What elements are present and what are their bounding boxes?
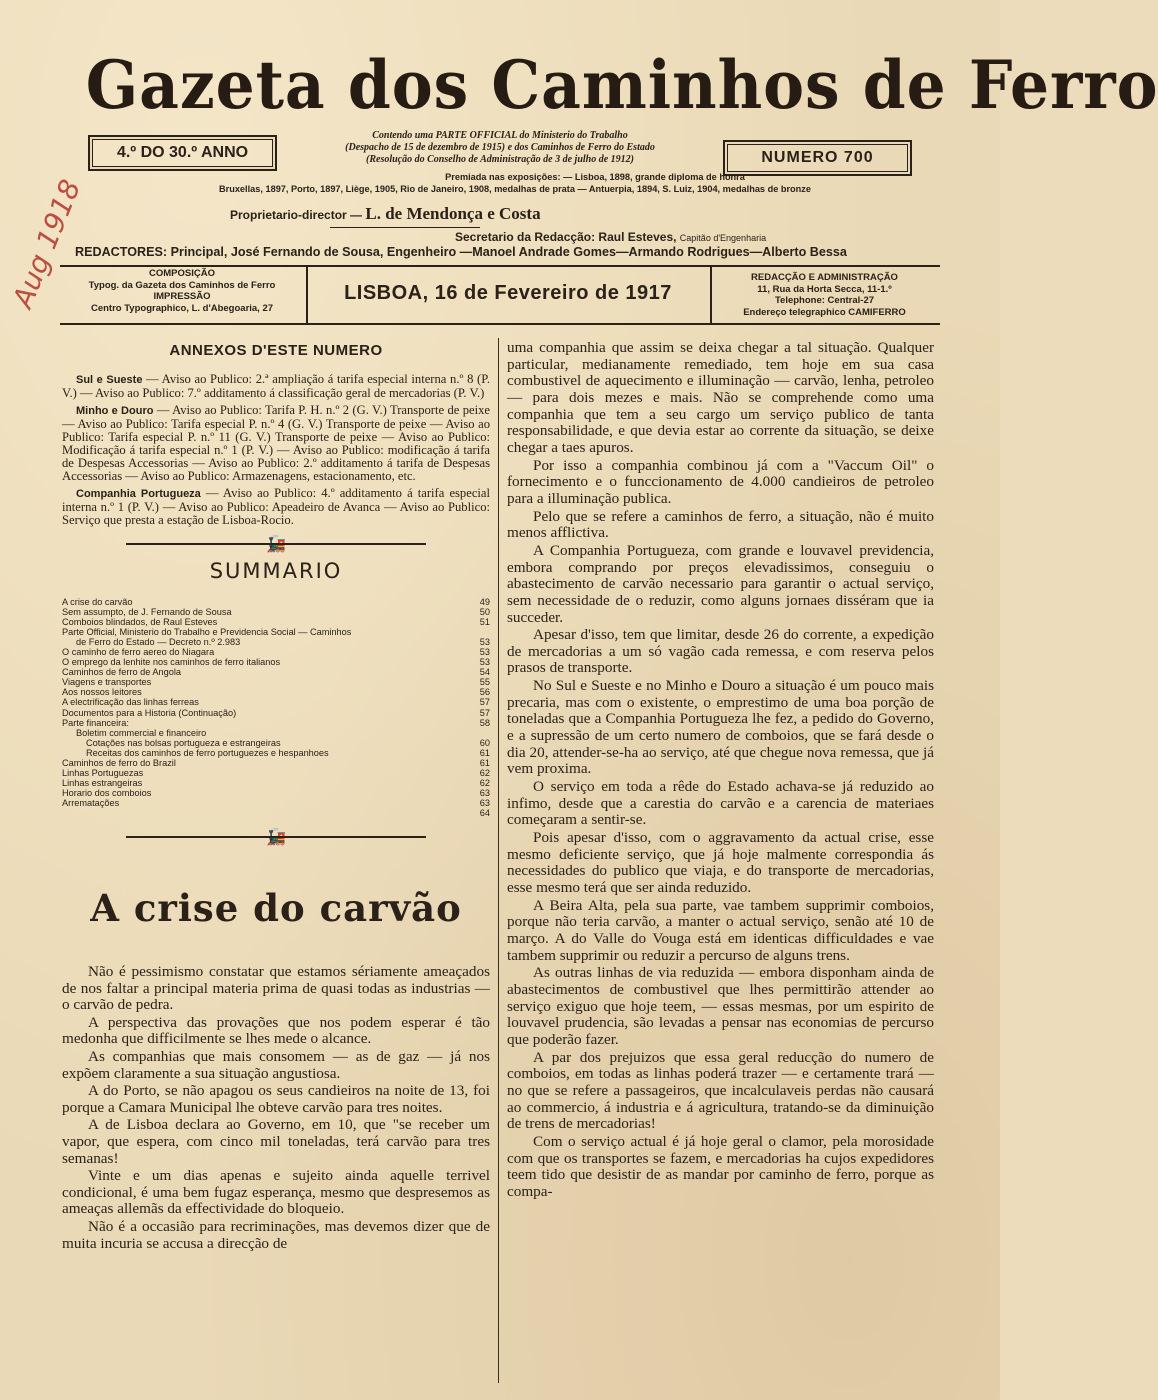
summary-entry-title: A electrificação das linhas ferreas	[62, 697, 199, 708]
summary-entry-title: Sem assumpto, de J. Fernando de Sousa	[62, 607, 232, 618]
proprietor-name: L. de Mendonça e Costa	[365, 204, 541, 223]
dateline: LISBOA, 16 de Fevereiro de 1917	[344, 282, 672, 304]
office-label: REDACÇÃO E ADMINISTRAÇÃO	[751, 272, 898, 283]
summary-entry	[62, 748, 490, 758]
summary-entry-page: 53	[479, 647, 490, 658]
summary-entry-title: Receitas dos caminhos de ferro portuguezes e hespanhoes	[86, 747, 329, 758]
summary-entry-page	[486, 627, 490, 637]
summary-entry	[62, 607, 490, 617]
article-paragraph: A de Lisboa declara ao Governo, em 10, que "se receber um vapor, que espera, com cinco mil toneladas, terá carvão para tres semanas!	[62, 1116, 490, 1167]
article-paragraph: A Companhia Portugueza, com grande e louvavel previdencia, embora comprando por preços elevadissimos, conseguiu o abastecimento de carvão necessario para garantir o actual serviço, sem necessidade de o reduzir, como alguns jornaes disséram que ia succeder.	[507, 541, 934, 626]
summary-entry-title: A crise do carvão	[62, 597, 133, 607]
summary-entry-page: 61	[479, 757, 490, 768]
secretary-line	[455, 230, 945, 244]
train-ornament	[62, 826, 490, 848]
summary-entry-page: 63	[479, 787, 490, 798]
article-body-left	[62, 964, 490, 1252]
article-paragraph: A Beira Alta, pela sua parte, vae tambem supprimir comboios, porque não teria carvão, a manter o actual serviço, senão até 10 de março. A do Valle do Vouga está em identicas difficuldades e vae tambem supprimir ou reduzir a percurso de alguns trens.	[507, 896, 934, 964]
divider	[330, 227, 480, 228]
summary-entry	[62, 687, 490, 697]
article-paragraph: Pois apesar d'isso, com o aggravamento da actual crise, esse mesmo deficiente serviço, que já hoje malmente correspondia ás necessidades do publico que viaja, e do transporte de mercadorias, esse mesmo terá que ser ainda reduzido.	[507, 829, 934, 896]
article-body-right	[507, 340, 934, 1200]
summary-entry	[62, 808, 490, 818]
composition-label: COMPOSIÇÃO	[149, 268, 215, 279]
right-column	[507, 340, 934, 1201]
summary-entry-title: Parte Official, Ministerio do Trabalho e Previdencia Social — Caminhos	[62, 627, 352, 638]
summary-entry-title: Documentos para a Historia (Continuação)	[62, 707, 237, 718]
summary-entry	[62, 708, 490, 718]
annex-text: — Aviso ao Publico: Tarifa P. H. n.º 2 (G. V.) Transporte de peixe — Aviso ao Publico: Tarifa especial P. n.º 4 (G. V.) Transporte de peixe — Aviso ao Publico: Tarifa especial P. n.º 11 (G. V.) Transporte de peixe — Aviso ao Publico: Modificação á tarifa especial n.º 1 (P. V.) — Aviso ao Publico: modificação á tarifa de Despesas Accessorias — Aviso ao Publico: 2.º additamento á tarifa de Despesas Accessorias — Aviso ao Publico: Armazenagens, estacionamento, etc.	[62, 403, 490, 483]
article-paragraph: Com o serviço actual é já hoje geral o clamor, pela morosidade com que os transportes se fazem, e mercadorias ha cujos expedidores teem tido que desistir de as mandar por caminho de ferro, porque as compa-	[507, 1132, 934, 1200]
contents-note-line: (Resolução do Conselho de Administração de 3 de julho de 1912)	[366, 154, 634, 165]
composition-info	[62, 268, 302, 314]
printing-label: IMPRESSÃO	[153, 291, 211, 302]
summary-entry	[62, 768, 490, 778]
article-title: A crise do carvão	[90, 886, 462, 931]
summary-entry	[62, 788, 490, 798]
summary-entry	[62, 738, 490, 748]
summary-entry-page: 63	[479, 797, 490, 808]
redactors-label: REDACTORES:	[75, 245, 168, 259]
train-ornament	[62, 533, 490, 555]
redactors-line	[75, 245, 935, 259]
article-paragraph: As companhias que mais consomem — as de gaz — já nos expõem claramente a sua situação angustiosa.	[62, 1048, 490, 1082]
article-paragraph: A perspectiva das provações que nos podem esperar é tão medonha que difficilmente se lhes mede o alcance.	[62, 1013, 490, 1048]
summary-title: SUMMARIO	[209, 559, 343, 583]
secretary-label: Secretario da Redacção:	[455, 230, 596, 244]
summary-entry	[62, 657, 490, 667]
column-divider	[498, 338, 499, 1383]
summary-entry-page: 50	[479, 607, 490, 618]
header-rule-top	[60, 265, 940, 267]
article-paragraph: O serviço em toda a rêde do Estado achava-se já reduzido ao infimo, desde que a carestia do carvão e a carencia de materiaes começaram a sentir-se.	[507, 778, 934, 829]
awards-note	[110, 171, 920, 195]
issue-number-box: NUMERO 700	[723, 140, 912, 176]
proprietor-label: Proprietario-director —	[230, 208, 363, 222]
annex-text: — Aviso ao Publico: 2.ª ampliação á tarifa especial interna n.º 8 (P. V.) — Aviso ao Publico: 7.º additamento á classificação geral de mercadorias (P. V.)	[62, 372, 490, 400]
printing-address: Centro Typographico, L. d'Abegoaria, 27	[90, 302, 274, 314]
annex-company: Minho e Douro	[76, 405, 154, 417]
editorial-office-info	[712, 272, 937, 318]
article-paragraph: Pelo que se refere a caminhos de ferro, a situação, não é muito menos afflictiva.	[507, 507, 934, 542]
summary-entry-title: Linhas estrangeiras	[62, 777, 143, 788]
summary-entry	[62, 798, 490, 808]
summary-entry-page: 60	[479, 737, 490, 748]
left-column	[62, 340, 490, 1253]
summary-entry-page: 57	[479, 707, 490, 718]
summary-entry-title: Viagens e transportes	[62, 677, 152, 688]
summary-entry	[62, 718, 490, 728]
summary-entry-title: Parte financeira:	[62, 717, 129, 728]
summary-entry-page: 58	[479, 717, 490, 728]
summary-entry-page: 61	[479, 747, 490, 758]
annex-company: Companhia Portugueza	[76, 488, 201, 500]
edition-box: 4.º DO 30.º ANNO	[88, 135, 277, 171]
article-paragraph: Não é a occasião para recriminações, mas devemos dizer que de muita incuria se accusa a direcção de	[62, 1217, 490, 1252]
ornament-line	[126, 836, 276, 838]
summary-entry-page: 64	[479, 807, 490, 818]
annex-item	[62, 404, 490, 483]
summary-entry-page: 56	[479, 687, 490, 698]
summary-entry-page: 54	[479, 667, 490, 678]
train-icon: 🚂	[266, 534, 286, 553]
official-contents-note	[285, 130, 715, 166]
summary-entry-title: O caminho de ferro aereo do Niagara	[62, 647, 215, 658]
office-address: 11, Rua da Horta Secca, 11-1.º	[757, 283, 892, 295]
summary-entry-title: Boletim commercial e financeiro	[76, 727, 207, 738]
summary-entry	[62, 677, 490, 687]
composition-typography: Typog. da Gazeta dos Caminhos de Ferro	[88, 279, 276, 291]
article-paragraph: Por isso a companhia combinou já com a "Vaccum Oil" o fornecimento e o funccionamento de 4.000 candieiros de petroleo para a illuminação publica.	[507, 456, 934, 507]
article-paragraph: Apesar d'isso, tem que limitar, desde 26 do corrente, a expedição de mercadorias a um só vagão cada remessa, e com reserva pelos prasos de transporte.	[507, 626, 934, 677]
handwritten-stamp: Aug 1918	[6, 174, 88, 313]
summary-entry	[62, 667, 490, 677]
article-paragraph: Vinte e um dias apenas e sujeito ainda aquelle terrivel condicional, é uma bem fugaz esperança, mesmo que despresemos as ameaças allemãs da effectividade do bloqueio.	[62, 1167, 490, 1218]
article-paragraph: A do Porto, se não apagou os seus candieiros na noite de 13, foi porque a Camara Municipal lhe obteve carvão para tres noites.	[62, 1082, 490, 1116]
summary-entry	[62, 697, 490, 707]
proprietor-line	[230, 204, 730, 224]
annex-company: Sul e Sueste	[76, 374, 143, 386]
contents-note-line: (Despacho de 15 de dezembro de 1915) e dos Caminhos de Ferro do Estado	[345, 142, 655, 153]
summary-entry	[62, 617, 490, 627]
awards-line: Bruxellas, 1897, Porto, 1897, Liège, 1905, Rio de Janeiro, 1908, medalhas de prata — Antuerpia, 1894, S. Luiz, 1904, medalhas de bronze	[219, 184, 811, 194]
secretary-name: Raul Esteves,	[598, 230, 677, 244]
article-paragraph: A par dos prejuizos que essa geral reducção do numero de comboios, em todas as linhas poderá trazer — e certamente trará — no que se refere a passageiros, que incalculaveis perdas não causará ao commercio, á industria e á agricultura, tratando-se da diminuição de trens de mercadorias!	[507, 1048, 934, 1133]
summary-entry-title: O emprego da lenhite nos caminhos de ferro italianos	[62, 657, 281, 668]
article-paragraph: Não é pessimismo constatar que estamos sériamente ameaçados de nos faltar a principal materia prima de quasi todas as industrias — o carvão de pedra.	[62, 963, 490, 1014]
summary-entry	[62, 647, 490, 657]
annexes-title: ANNEXOS D'ESTE NUMERO	[169, 342, 383, 359]
summary-entry-title: Caminhos de ferro de Angola	[62, 667, 182, 678]
summary-entry	[62, 597, 490, 607]
article-paragraph: No Sul e Sueste e no Minho e Douro a situação é um pouco mais precaria, mas com o existente, o emprestimo de uma boa porção de toneladas que a Companhia Portugueza lhe fez, a pedido do Governo, e a supressão de um certo numero de comboios, que se fará desde o dia 20, attender-se-ha ao serviço, até que chegue nova remessa, que já vem proxima.	[507, 677, 934, 778]
summary-entry-title: Aos nossos leitores	[62, 687, 142, 698]
summary-entry	[62, 637, 490, 647]
masthead-title: Gazeta dos Caminhos de Ferro	[85, 46, 1158, 124]
header-rule-bottom	[60, 323, 940, 325]
article-paragraph: uma companhia que assim se deixa chegar a tal situação. Qualquer particular, medianamente remediado, tem hoje em sua casa combustivel de aquecimento e illuminação — carvão, lenha, petroleo — para dois mezes e mais. Não se comprehende como uma companhia que tem a seu cargo um serviço publico de tanta responsabilidade, e que devia estar ao corrente da situação, se deixe chegar a taes apuros.	[507, 339, 934, 456]
summary-entry-page: 55	[479, 677, 490, 688]
summary-entry-title: Caminhos de ferro do Brazil	[62, 757, 176, 768]
summary-entry	[62, 627, 490, 637]
summary-entry-page: 53	[479, 637, 490, 648]
summary-entry-page	[486, 728, 490, 738]
office-telegraph: Endereço telegraphico CAMIFERRO	[743, 306, 906, 318]
summary-entry-page: 49	[479, 597, 490, 607]
train-icon: 🚂	[266, 827, 286, 847]
awards-line: Premiada nas exposições: — Lisboa, 1898, grande diploma de honra	[445, 172, 745, 182]
summary-entry-page: 57	[479, 697, 490, 708]
summary-entry	[62, 758, 490, 768]
ornament-line	[276, 836, 426, 838]
summary-entry-page: 62	[479, 767, 490, 778]
annexes-list	[62, 373, 490, 527]
article-paragraph: As outras linhas de via reduzida — embora disponham ainda de abastecimentos de combustivel que lhes permittirão attender ao serviço exiguo que hoje teem, — essas mesmas, por um espirito de louvavel prudencia, são levadas a pensar nas economias de percurso que poderão fazer.	[507, 964, 934, 1048]
summary-entry	[62, 728, 490, 738]
summary-entry-page: 62	[479, 777, 490, 788]
summary-entry-page: 53	[479, 657, 490, 668]
summary-entry-title: de Ferro do Estado — Decreto n.º 2.983	[76, 637, 241, 648]
summary-entry-title: Linhas Portuguezas	[62, 767, 144, 778]
ornament-line	[126, 543, 276, 545]
summary-entry-title: Comboios blindados, de Raul Esteves	[62, 617, 218, 628]
contents-note-line: Contendo uma PARTE OFFICIAL do Ministerio do Trabalho	[372, 130, 628, 141]
ornament-line	[276, 543, 426, 545]
office-telephone: Telephone: Central-27	[774, 295, 875, 306]
annex-text: — Aviso ao Publico: 4.º additamento á tarifa especial interna n.º 1 (P. V.) — Aviso ao Publico: Apeadeiro de Avanca — Aviso ao Publico: Serviço que presta a estação de Lisboa-Rocio.	[62, 486, 490, 527]
annex-item	[62, 487, 490, 527]
summary-entry-title: Cotações nas bolsas portugueza e estrangeiras	[86, 737, 281, 748]
secretary-title: Capitão d'Engenharia	[679, 233, 767, 243]
summary-entry-title: Horario dos comboios	[62, 787, 152, 798]
summary-entry-page: 51	[479, 617, 490, 628]
redactors-text: Principal, José Fernando de Sousa, Engenheiro —Manoel Andrade Gomes—Armando Rodrigues—Alberto Bessa	[170, 245, 847, 259]
annex-item	[62, 373, 490, 400]
summary-entry-title: Arrematações	[62, 797, 120, 808]
summary-list	[62, 597, 490, 818]
summary-entry	[62, 778, 490, 788]
